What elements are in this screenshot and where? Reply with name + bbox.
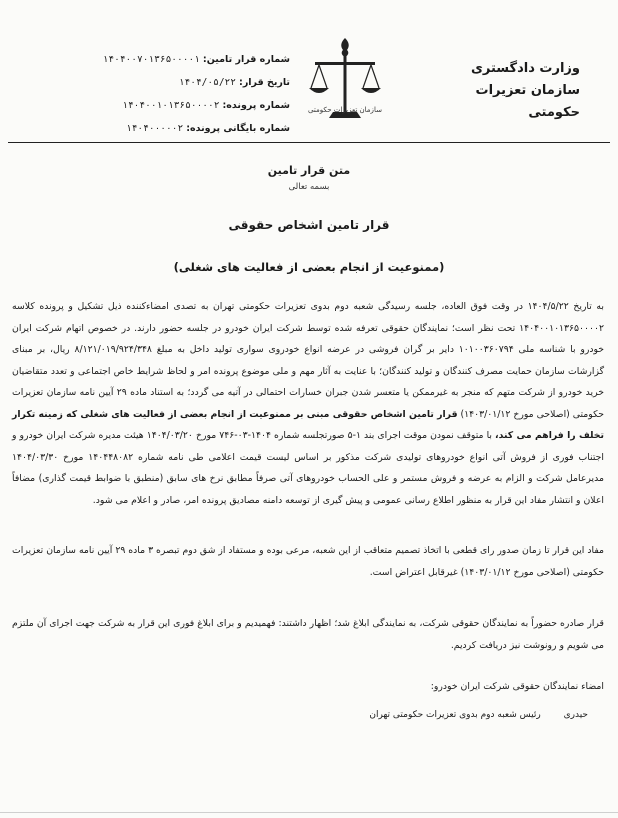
meta-label: تاریخ قرار: bbox=[239, 77, 290, 88]
paragraph-1-details: با متوقف نمودن موقت اجرای بند ۱-۵ صورتجلسه شماره ۱۴۰۴-۰۳-۷۴۶ مورخ ۱۴۰۴/۰۳/۲۰ هیئت مدیره شرکت ایران خودرو و اجتناب فوری از فروش آتی انواع خودروهای تولیدی شرکت مذکور بر اساس لیست قیمت اعلامی طی نامه شماره ۱۴۰۴۴۸۰۸۲ مورخ ۱۴۰۴/۰۳/۳۰ مدیرعامل شرکت و الزام به عرضه و فروش مستمر و علی الحساب خودروهای آتی صرفاً مطابق نرخ های سابق (منطبق با ضوابط قیمت گذاری) مضافاً اعلان و انتشار مفاد این قرار به منظور اطلاع رسانی عمومی و پیش گیری از توسعه دامنه مصادیق پرونده امر، صادر و اعلام می شود. bbox=[12, 430, 604, 506]
meta-row-archive-number bbox=[90, 117, 290, 140]
page-bottom-edge bbox=[0, 812, 618, 813]
meta-label: شماره بایگانی پرونده: bbox=[186, 123, 290, 134]
meta-label: شماره پرونده: bbox=[222, 100, 290, 111]
signature-line bbox=[28, 710, 588, 720]
decision-title: قرار تامین اشخاص حقوقی bbox=[228, 218, 390, 232]
paragraph-2: مفاد این قرار تا زمان صدور رای قطعی با اتخاذ تصمیم متعاقب از این شعبه، مرعی بوده و مستفاد از شق دوم تبصره ۳ ماده ۲۹ آیین نامه سازمان تعزیرات حکومتی (اصلاحی مورخ ۱۴۰۳/۰۱/۱۲) غیرقابل اعتراض است. bbox=[12, 545, 605, 578]
meta-row-decision-date bbox=[90, 71, 290, 94]
paragraph-3: قرار صادره حضوراً به نمایندگان حقوقی شرکت، به نمایندگی ابلاغ شد؛ اظهار داشتند: فهمیدیم و برای ابلاغ فوری این قرار به شرکت جهت اجرای آن ملتزم می شویم و رونوشت نیز دریافت کردیم. bbox=[12, 618, 604, 651]
organization-name: سازمان تعزیرات حکومتی bbox=[475, 83, 580, 120]
decision-subtitle: (ممنوعیت از انجام بعضی از فعالیت های شغلی) bbox=[173, 260, 445, 274]
document-heading: متن قرار تامین bbox=[267, 164, 351, 177]
invocation: بسمه تعالی bbox=[288, 182, 330, 192]
paragraph-4: امضاء نمایندگان حقوقی شرکت ایران خودرو: bbox=[430, 681, 604, 692]
paragraph-1-ruling: قرار تامین اشخاص حقوقی مبنی بر ممنوعیت از انجام بعضی از فعالیت های شغلی که زمینه تکرار تخلف را فراهم می کند، bbox=[12, 408, 605, 441]
paragraph-1-intro: به تاریخ ۱۴۰۴/۵/۲۲ در وقت فوق العاده، جلسه رسیدگی شعبه دوم بدوی تعزیرات حکومتی تهران به تصدی امضاءکننده ذیل تشکیل و پرونده کلاسه ۱۴۰۴۰۰۱۰۱۳۶۵۰۰۰۰۲ تحت نظر است؛ نمایندگان حقوقی تعرفه شده توسط شرکت ایران خودرو در جلسه حضور دارند. در خصوص اتهام شرکت ایران خودرو با شناسه ملی ۱۰۱۰۰۳۶۰۷۹۴ دایر بر گران فروشی در عرضه انواع خودروی سواری تولید داخل به مبلغ ۸/۱۲۱/۰۱۹/۹۲۴/۳۴۸ ریال، بر مبنای گزارشات سازمان حمایت مصرف کنندگان و تولید کنندگان؛ با عنایت به آثار مهم و ملی موضوع پرونده امر و لحاظ شرایط خاص اجتماعی و تعدد متقاضیان خرید خودرو از شرکت متهم که منجر به غیرممکن یا متعسر شدن جبران خسارات احتمالی در آتیه می گردد؛ به استناد ماده ۲۹ آیین نامه سازمان تعزیرات حکومتی (اصلاحی مورخ ۱۴۰۳/۰۱/۱۲) bbox=[12, 301, 605, 420]
header-divider bbox=[8, 142, 610, 143]
emblem-caption: سازمان تعزیرات حکومتی bbox=[308, 106, 382, 114]
meta-label: شماره قرار تامین: bbox=[202, 54, 290, 65]
meta-value: ۱۴۰۴/۰۵/۲۲ bbox=[178, 77, 236, 88]
signatory-title: رئیس شعبه دوم بدوی تعزیرات حکومتی تهران bbox=[369, 710, 541, 720]
meta-value: ۱۴۰۴۰۰۱۰۱۳۶۵۰۰۰۰۲ bbox=[122, 100, 220, 111]
document-metadata bbox=[90, 48, 290, 140]
ministry-name: وزارت دادگستری bbox=[471, 61, 580, 76]
paragraph-1 bbox=[12, 296, 604, 511]
meta-value: ۱۴۰۴۰۰۰۰۰۲ bbox=[125, 123, 184, 134]
meta-row-decision-number bbox=[90, 48, 290, 71]
signatory-name: حیدری bbox=[563, 710, 588, 720]
meta-row-case-number bbox=[90, 94, 290, 117]
meta-value: ۱۴۰۴۰۰۷۰۱۳۶۵۰۰۰۰۱ bbox=[102, 54, 200, 65]
decision-body bbox=[12, 296, 604, 511]
organization-header bbox=[440, 58, 580, 124]
